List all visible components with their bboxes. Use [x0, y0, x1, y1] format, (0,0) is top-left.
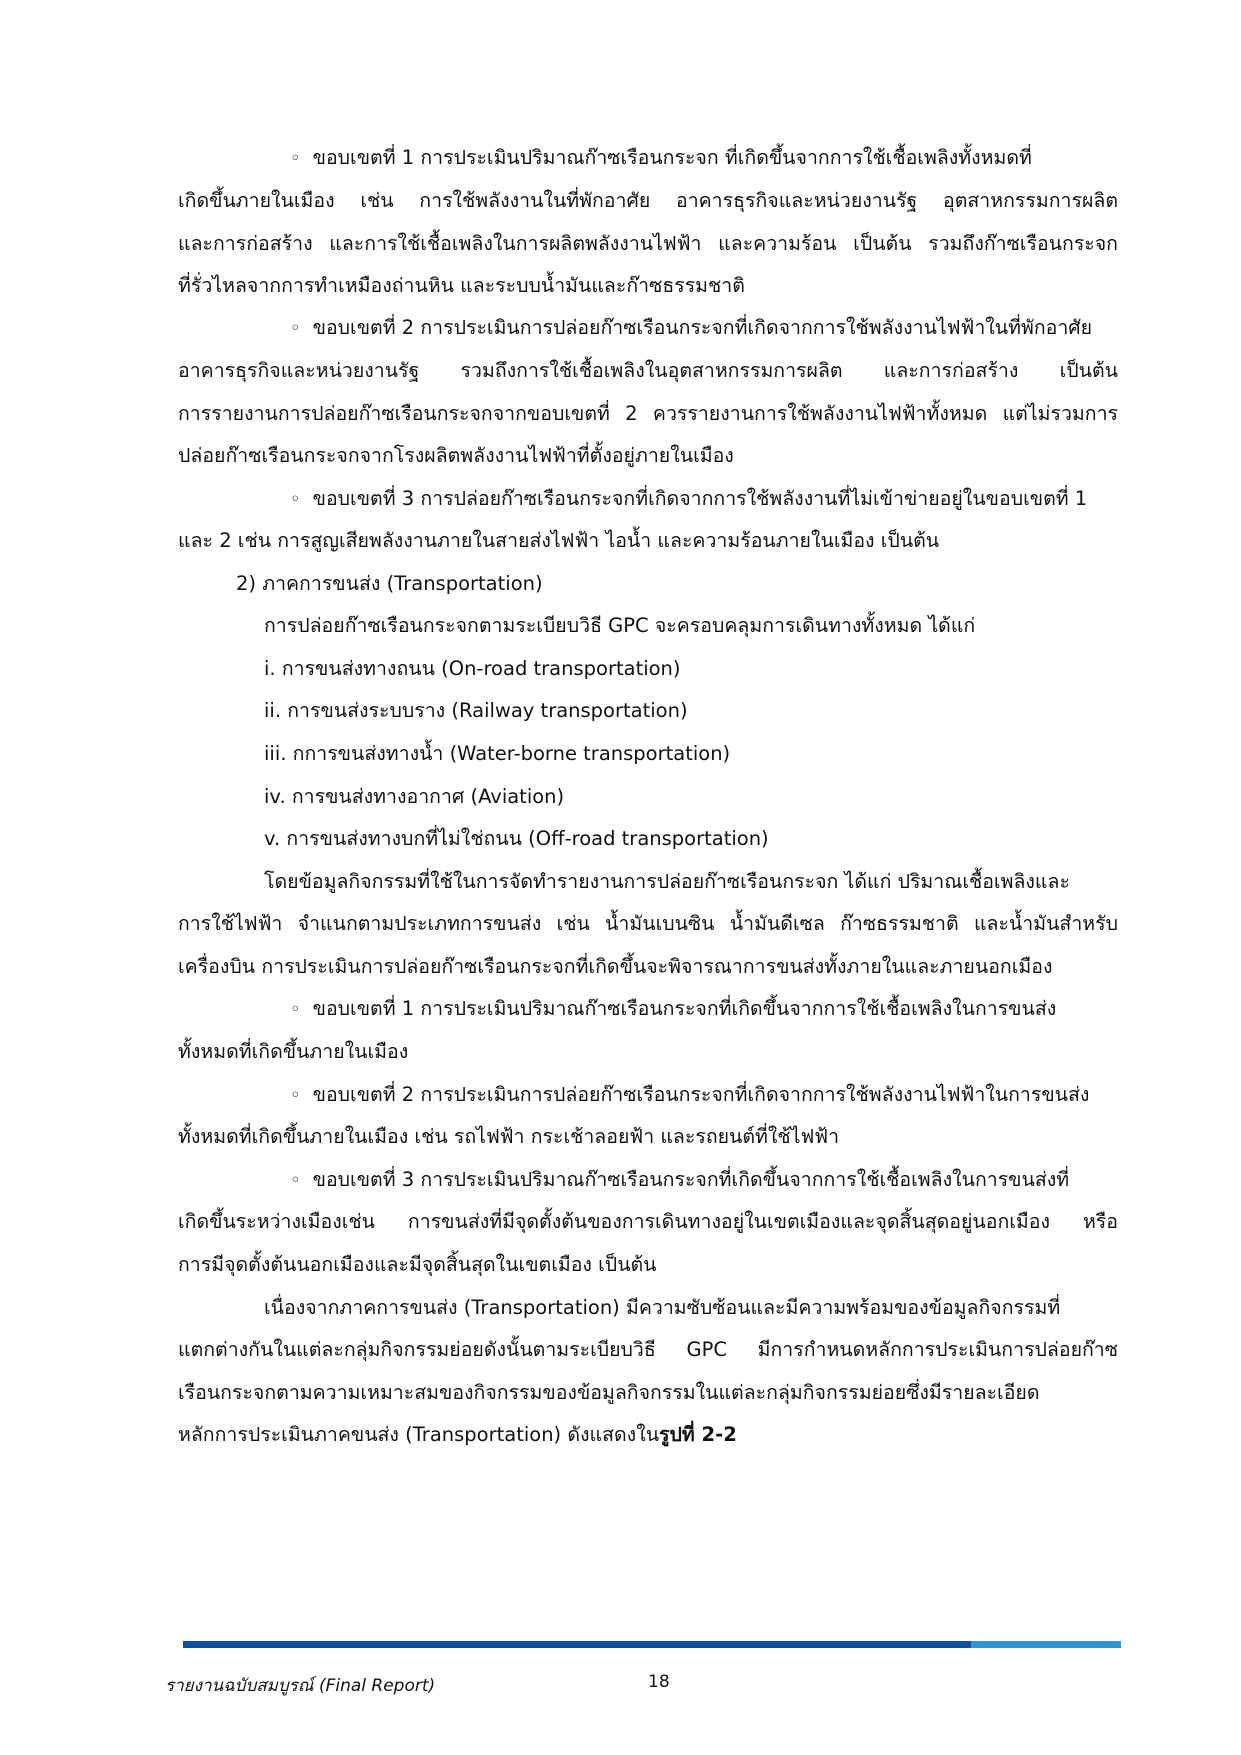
figure-reference: รูปที่ 2-2 [659, 1423, 737, 1446]
transport-intro: การปล่อยก๊าซเรือนกระจกตามระเบียบวิธี GPC จะครอบคลุมการเดินทางทั้งหมด ได้แก่ [264, 614, 976, 637]
activity-data-line-1: โดยข้อมูลกิจกรรมที่ใช้ในการจัดทำรายงานการปล่อยก๊าซเรือนกระจก ได้แก่ ปริมาณเชื้อเพลิงและ [264, 870, 1070, 893]
transport-scope3-line-1: ◦ ขอบเขตที่ 3 การประเมินปริมาณก๊าซเรือนกระจกที่เกิดขึ้นจากการใช้เชื้อเพลิงในการขนส่งที่ [290, 1168, 1069, 1193]
scope2-line-1: ◦ ขอบเขตที่ 2 การประเมินการปล่อยก๊าซเรือนกระจกที่เกิดจากการใช้พลังงานไฟฟ้าในที่พักอาศัย [290, 316, 1092, 341]
scope1-line-1: ◦ ขอบเขตที่ 1 การประเมินปริมาณก๊าซเรือนกระจก ที่เกิดขึ้นจากการใช้เชื้อเพลิงทั้งหมดที่ [290, 146, 1032, 171]
complexity-line-4 [178, 1423, 737, 1447]
activity-data-line-3: เครื่องบิน การประเมินการปล่อยก๊าซเรือนกระจกที่เกิดขึ้นจะพิจารณาการขนส่งทั้งภายในและภายนอกเมือง [178, 955, 1053, 978]
activity-data-line-2: การใช้ไฟฟ้า จำแนกตามประเภทการขนส่ง เช่น น้ำมันเบนซิน น้ำมันดีเซล ก๊าซธรรมชาติ และน้ำมันสำหรับ [178, 912, 1118, 935]
list-item: iv. การขนส่งทางอากาศ (Aviation) [264, 785, 565, 808]
scope1-line-2: เกิดขึ้นภายในเมือง เช่น การใช้พลังงานในที่พักอาศัย อาคารธุรกิจและหน่วยงานรัฐ อุตสาหกรรมการผลิต [178, 189, 1118, 212]
complexity-line-4-text: หลักการประเมินภาคขนส่ง (Transportation) ดังแสดงใน [178, 1423, 660, 1446]
section-heading-transportation: 2) ภาคการขนส่ง (Transportation) [236, 572, 543, 595]
list-item: ii. การขนส่งระบบราง (Railway transportation) [264, 699, 688, 722]
footer-divider-bar [183, 1641, 1121, 1648]
complexity-line-2: แตกต่างกันในแต่ละกลุ่มกิจกรรมย่อยดังนั้นตามระเบียบวิธี GPC มีการกำหนดหลักการประเมินการปล่อยก๊าซ [178, 1338, 1118, 1361]
page-number: 18 [648, 1672, 670, 1692]
list-item: iii. กการขนส่งทางน้ำ (Water-borne transportation) [264, 742, 731, 765]
list-item: i. การขนส่งทางถนน (On-road transportation) [264, 657, 681, 680]
transport-scope3-line-3: การมีจุดตั้งต้นนอกเมืองและมีจุดสิ้นสุดในเขตเมือง เป็นต้น [178, 1253, 657, 1276]
scope3-line-2: และ 2 เช่น การสูญเสียพลังงานภายในสายส่งไฟฟ้า ไอน้ำ และความร้อนภายในเมือง เป็นต้น [178, 529, 940, 552]
scope3-line-1: ◦ ขอบเขตที่ 3 การปล่อยก๊าซเรือนกระจกที่เกิดจากการใช้พลังงานที่ไม่เข้าข่ายอยู่ในขอบเขตที่ 1 [290, 487, 1087, 512]
scope2-line-2: อาคารธุรกิจและหน่วยงานรัฐ รวมถึงการใช้เชื้อเพลิงในอุตสาหกรรมการผลิต และการก่อสร้าง เป็นต้น [178, 359, 1118, 382]
complexity-line-1: เนื่องจากภาคการขนส่ง (Transportation) มีความซับซ้อนและมีความพร้อมของข้อมูลกิจกรรมที่ [264, 1296, 1061, 1319]
transport-scope1-line-1: ◦ ขอบเขตที่ 1 การประเมินปริมาณก๊าซเรือนกระจกที่เกิดขึ้นจากการใช้เชื้อเพลิงในการขนส่ง [290, 997, 1056, 1022]
transport-scope2-line-1: ◦ ขอบเขตที่ 2 การประเมินการปล่อยก๊าซเรือนกระจกที่เกิดจากการใช้พลังงานไฟฟ้าในการขนส่ง [290, 1083, 1089, 1108]
footer-report-title: รายงานฉบับสมบูรณ์ (Final Report) [165, 1676, 436, 1696]
scope1-line-3: และการก่อสร้าง และการใช้เชื้อเพลิงในการผลิตพลังงานไฟฟ้า และความร้อน เป็นต้น รวมถึงก๊าซเรือนกระจก [178, 232, 1118, 255]
complexity-line-3: เรือนกระจกตามความเหมาะสมของกิจกรรมของข้อมูลกิจกรรมในแต่ละกลุ่มกิจกรรมย่อยซึ่งมีรายละเอียด [178, 1381, 1040, 1404]
scope2-line-3: การรายงานการปล่อยก๊าซเรือนกระจกจากขอบเขตที่ 2 ควรรายงานการใช้พลังงานไฟฟ้าทั้งหมด แต่ไม่รวมการ [178, 402, 1118, 425]
transport-scope1-line-2: ทั้งหมดที่เกิดขึ้นภายในเมือง [178, 1040, 409, 1063]
scope2-line-4: ปล่อยก๊าซเรือนกระจกจากโรงผลิตพลังงานไฟฟ้าที่ตั้งอยู่ภายในเมือง [178, 444, 734, 467]
list-item: v. การขนส่งทางบกที่ไม่ใช่ถนน (Off-road transportation) [264, 827, 769, 850]
transport-scope2-line-2: ทั้งหมดที่เกิดขึ้นภายในเมือง เช่น รถไฟฟ้า กระเช้าลอยฟ้า และรถยนต์ที่ใช้ไฟฟ้า [178, 1125, 840, 1148]
transport-scope3-line-2: เกิดขึ้นระหว่างเมืองเช่น การขนส่งที่มีจุดตั้งต้นของการเดินทางอยู่ในเขตเมืองและจุดสิ้นสุดอยู่นอกเมือง หรือ [178, 1210, 1118, 1233]
scope1-line-4: ที่รั่วไหลจากการทำเหมืองถ่านหิน และระบบน้ำมันและก๊าซธรรมชาติ [178, 274, 745, 297]
